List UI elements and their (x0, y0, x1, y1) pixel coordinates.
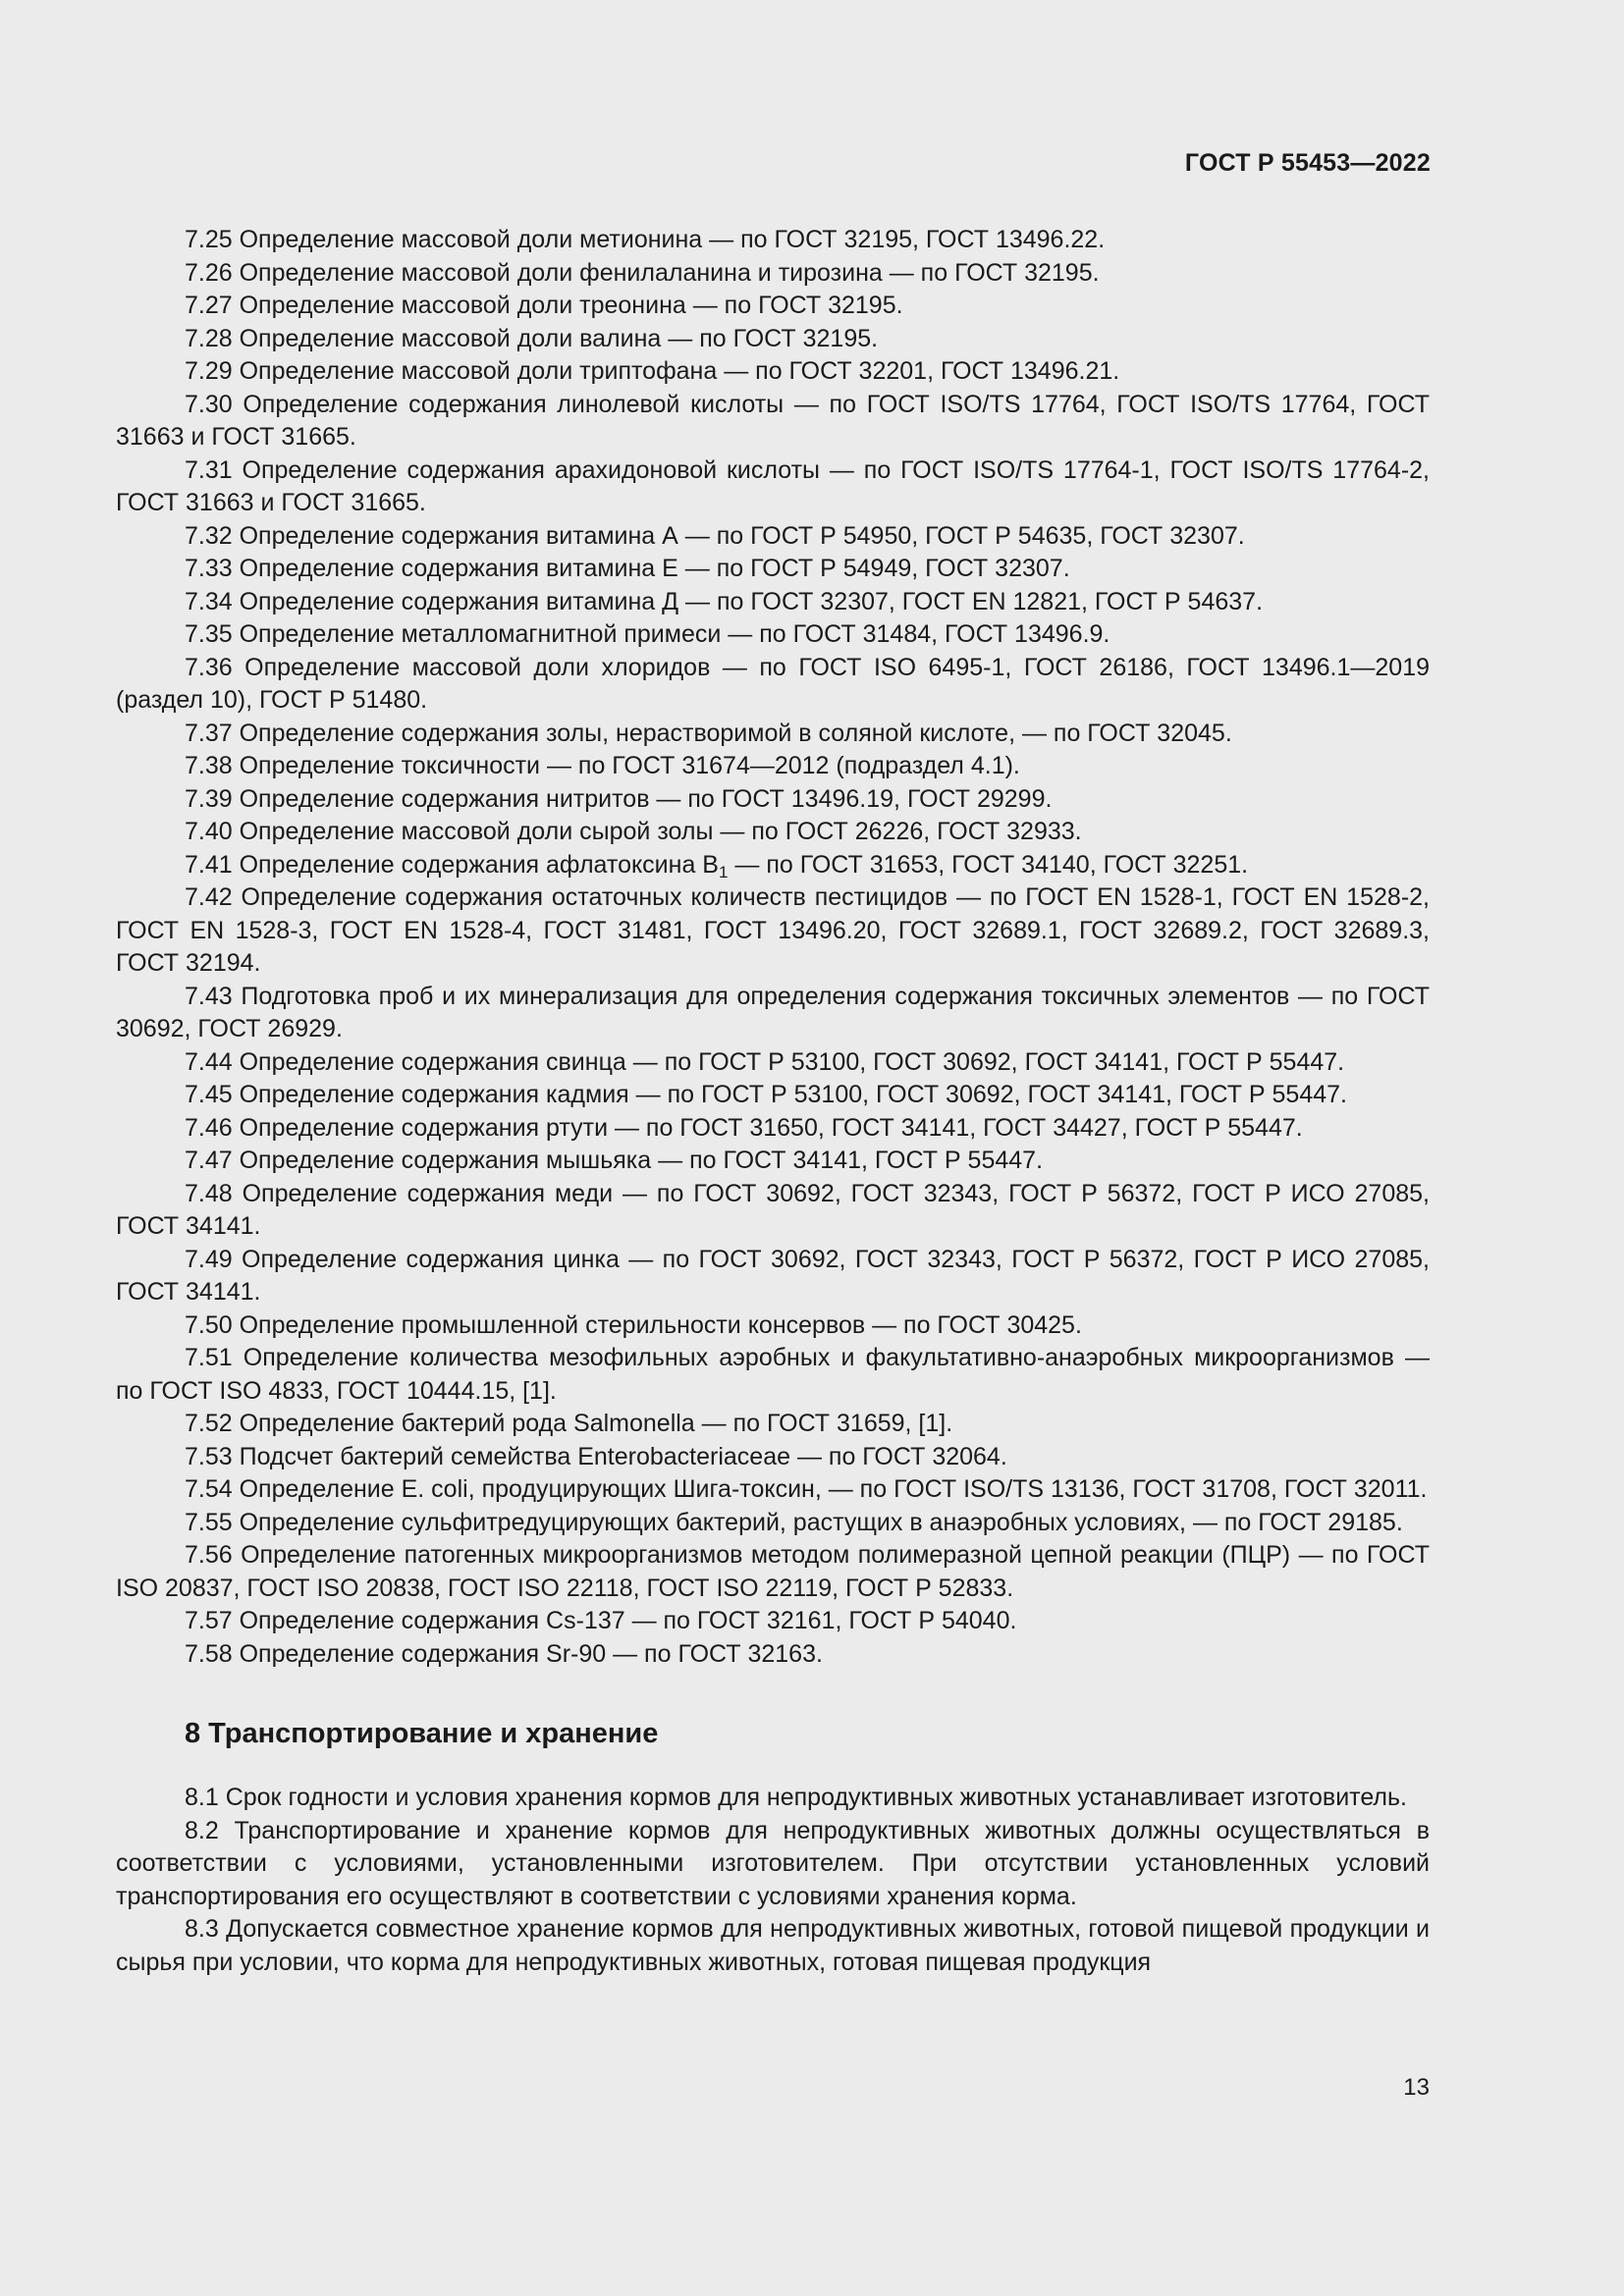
paragraph-7-39: 7.39 Определение содержания нитритов — по ГОСТ 13496.19, ГОСТ 29299. (185, 784, 1053, 813)
paragraph-7-37: 7.37 Определение содержания золы, нерастворимой в соляной кислоте, — по ГОСТ 32045. (185, 719, 1232, 747)
paragraph-7-55: 7.55 Определение сульфитредуцирующих бактерий, растущих в анаэробных условиях, — по ГОСТ 29185. (185, 1508, 1403, 1536)
paragraph-8-3: 8.3 Допускается совместное хранение кормов для непродуктивных животных, готовой пищевой продукции и сырья при условии, что корма для непродуктивных животных, готовая пищевая продукция (116, 1915, 1430, 1976)
paragraph-7-26: 7.26 Определение массовой доли фенилаланина и тирозина — по ГОСТ 32195. (185, 258, 1100, 287)
paragraph-7-38: 7.38 Определение токсичности — по ГОСТ 31674—2012 (подраздел 4.1). (185, 752, 1020, 779)
paragraph-7-31: 7.31 Определение содержания арахидоновой кислоты — по ГОСТ ISO/TS 17764-1, ГОСТ ISO/TS 17764-2, ГОСТ 31663 и ГОСТ 31665. (116, 455, 1430, 516)
paragraph-7-53: 7.53 Подсчет бактерий семейства Enterobacteriaceae — по ГОСТ 32064. (185, 1442, 1007, 1470)
paragraph-7-33: 7.33 Определение содержания витамина Е — по ГОСТ Р 54949, ГОСТ 32307. (185, 555, 1070, 582)
subscript-1: 1 (718, 862, 729, 881)
paragraph-7-35: 7.35 Определение металломагнитной примеси — по ГОСТ 31484, ГОСТ 13496.9. (185, 620, 1110, 648)
section-8-title: 8 Транспортирование и хранение (185, 1718, 659, 1749)
paragraph-7-49: 7.49 Определение содержания цинка — по ГОСТ 30692, ГОСТ 32343, ГОСТ Р 56372, ГОСТ Р ИСО 27085, ГОСТ 34141. (116, 1245, 1430, 1306)
paragraph-7-34: 7.34 Определение содержания витамина Д — по ГОСТ 32307, ГОСТ EN 12821, ГОСТ Р 54637. (185, 587, 1264, 615)
paragraph-7-29: 7.29 Определение массовой доли триптофана — по ГОСТ 32201, ГОСТ 13496.21. (185, 357, 1120, 385)
paragraph-7-58: 7.58 Определение содержания Sr-90 — по ГОСТ 32163. (185, 1639, 823, 1668)
paragraph-7-40: 7.40 Определение массовой доли сырой золы — по ГОСТ 26226, ГОСТ 32933. (185, 818, 1082, 845)
paragraph-7-44: 7.44 Определение содержания свинца — по ГОСТ Р 53100, ГОСТ 30692, ГОСТ 34141, ГОСТ Р 55447. (185, 1047, 1345, 1076)
paragraph-8-2: 8.2 Транспортирование и хранение кормов для непродуктивных животных должны осуществляться в соответствии с условиями, установленными изготовителем. При отсутствии установленных условий транспортирования его осуществляют в соответствии с условиями хранения корма. (116, 1816, 1430, 1910)
paragraph-7-27: 7.27 Определение массовой доли треонина — по ГОСТ 32195. (185, 292, 903, 319)
paragraph-7-28: 7.28 Определение массовой доли валина — по ГОСТ 32195. (185, 324, 879, 352)
paragraph-7-47: 7.47 Определение содержания мышьяка — по ГОСТ 34141, ГОСТ Р 55447. (185, 1147, 1044, 1174)
paragraph-7-30: 7.30 Определение содержания линолевой кислоты — по ГОСТ ISO/TS 17764, ГОСТ ISO/TS 17764, ГОСТ 31663 и ГОСТ 31665. (116, 390, 1430, 451)
paragraph-7-48: 7.48 Определение содержания меди — по ГОСТ 30692, ГОСТ 32343, ГОСТ Р 56372, ГОСТ Р ИСО 27085, ГОСТ 34141. (116, 1179, 1430, 1240)
paragraph-7-41-tail: — по ГОСТ 31653, ГОСТ 34140, ГОСТ 32251. (728, 850, 1249, 879)
paragraph-7-52: 7.52 Определение бактерий рода Salmonella — по ГОСТ 31659, [1]. (185, 1410, 953, 1437)
paragraph-7-51: 7.51 Определение количества мезофильных аэробных и факультативно-анаэробных микроорганизмов — по ГОСТ ISO 4833, ГОСТ 10444.15, [1]. (116, 1344, 1430, 1405)
page-number: 13 (1403, 2074, 1430, 2101)
paragraph-8-1: 8.1 Срок годности и условия хранения кормов для непродуктивных животных устанавливает изготовитель. (185, 1784, 1407, 1811)
paragraph-7-56: 7.56 Определение патогенных микроорганизмов методом полимеразной цепной реакции (ПЦР) — по ГОСТ ISO 20837, ГОСТ ISO 20838, ГОСТ ISO 22118, ГОСТ ISO 22119, ГОСТ Р 52833. (116, 1541, 1430, 1602)
paragraph-7-45: 7.45 Определение содержания кадмия — по ГОСТ Р 53100, ГОСТ 30692, ГОСТ 34141, ГОСТ Р 55447. (185, 1081, 1347, 1108)
paragraph-7-42: 7.42 Определение содержания остаточных количеств пестицидов — по ГОСТ EN 1528-1, ГОСТ EN 1528-2, ГОСТ EN 1528-3, ГОСТ EN 1528-4, ГОСТ 31481, ГОСТ 13496.20, ГОСТ 32689.1, ГОСТ 32689.2, ГОСТ 32689.3, ГОСТ 32194. (116, 883, 1430, 977)
paragraph-7-41-text: 7.41 Определение содержания афлатоксина В (185, 850, 719, 879)
paragraph-7-32: 7.32 Определение содержания витамина А — по ГОСТ Р 54950, ГОСТ Р 54635, ГОСТ 32307. (185, 521, 1245, 550)
paragraph-7-36: 7.36 Определение массовой доли хлоридов — по ГОСТ ISO 6495-1, ГОСТ 26186, ГОСТ 13496.1—2019 (раздел 10), ГОСТ Р 51480. (116, 653, 1430, 714)
paragraph-7-43: 7.43 Подготовка проб и их минерализация для определения содержания токсичных элементов — по ГОСТ 30692, ГОСТ 26929. (116, 982, 1430, 1042)
paragraph-7-25: 7.25 Определение массовой доли метионина — по ГОСТ 32195, ГОСТ 13496.22. (185, 226, 1106, 253)
page-body (116, 224, 1430, 1979)
paragraph-7-50: 7.50 Определение промышленной стерильности консервов — по ГОСТ 30425. (185, 1310, 1082, 1339)
paragraph-7-54: 7.54 Определение E. coli, продуцирующих Шига-токсин, — по ГОСТ ISO/TS 13136, ГОСТ 31708, ГОСТ 32011. (185, 1475, 1428, 1503)
paragraph-7-46: 7.46 Определение содержания ртути — по ГОСТ 31650, ГОСТ 34141, ГОСТ 34427, ГОСТ Р 55447. (185, 1113, 1303, 1142)
standard-code: ГОСТ Р 55453—2022 (1184, 149, 1431, 177)
paragraph-7-41 (116, 849, 1430, 882)
paragraph-7-57: 7.57 Определение содержания Cs-137 — по ГОСТ 32161, ГОСТ Р 54040. (185, 1607, 1017, 1634)
